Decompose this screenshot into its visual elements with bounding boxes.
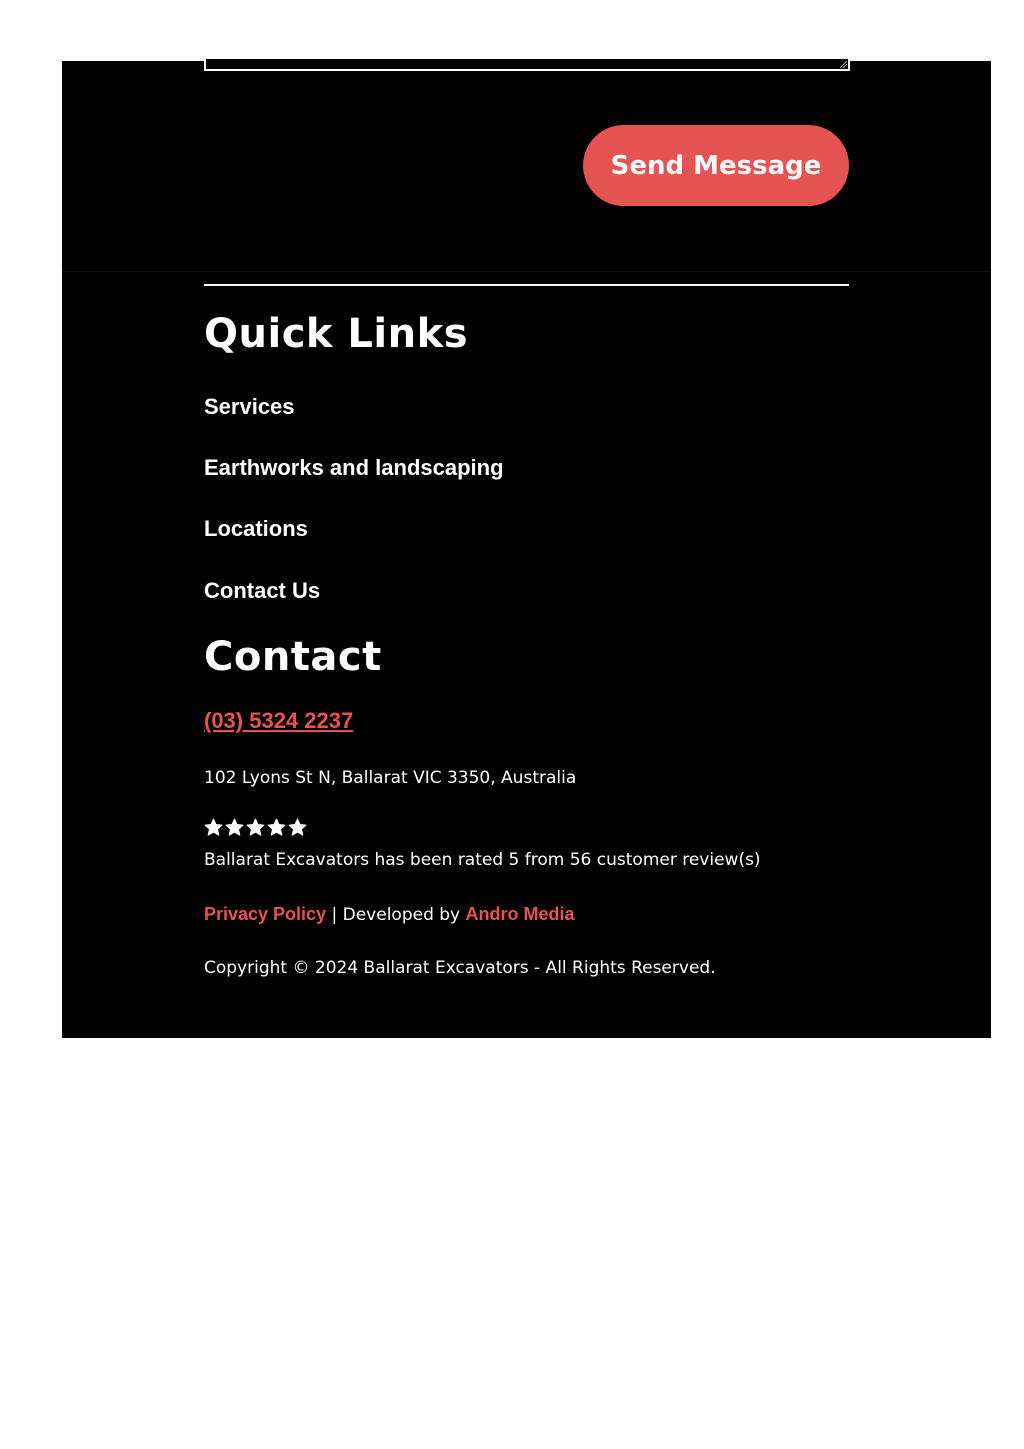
- star-icon: [225, 818, 244, 837]
- developed-by-text: | Developed by: [326, 905, 466, 925]
- resize-grip-icon[interactable]: [839, 60, 847, 68]
- footer-credits: [204, 904, 575, 925]
- quick-link-earthworks[interactable]: Earthworks and landscaping: [204, 455, 504, 480]
- quick-link-locations[interactable]: Locations: [204, 516, 308, 541]
- rating-stars: [204, 818, 307, 837]
- message-textarea[interactable]: [204, 59, 850, 71]
- contact-title: Contact: [204, 634, 382, 680]
- phone-link[interactable]: (03) 5324 2237: [204, 708, 354, 733]
- quick-link-services[interactable]: Services: [204, 394, 295, 419]
- address-text: 102 Lyons St N, Ballarat VIC 3350, Australia: [204, 768, 577, 788]
- rating-text: Ballarat Excavators has been rated 5 from 56 customer review(s): [204, 850, 761, 870]
- privacy-policy-link[interactable]: Privacy Policy: [204, 904, 327, 924]
- star-icon: [246, 818, 265, 837]
- copyright-text: Copyright © 2024 Ballarat Excavators - All Rights Reserved.: [204, 958, 716, 978]
- star-icon: [204, 818, 223, 837]
- divider-line: [204, 284, 849, 286]
- quick-link-contact-us[interactable]: Contact Us: [204, 578, 321, 603]
- star-icon: [288, 818, 307, 837]
- section-separator: [62, 271, 991, 272]
- quick-links-title: Quick Links: [204, 311, 469, 357]
- andro-media-link[interactable]: Andro Media: [465, 904, 575, 924]
- star-icon: [267, 818, 286, 837]
- send-message-button[interactable]: Send Message: [583, 125, 849, 206]
- footer-panel: [62, 61, 991, 1038]
